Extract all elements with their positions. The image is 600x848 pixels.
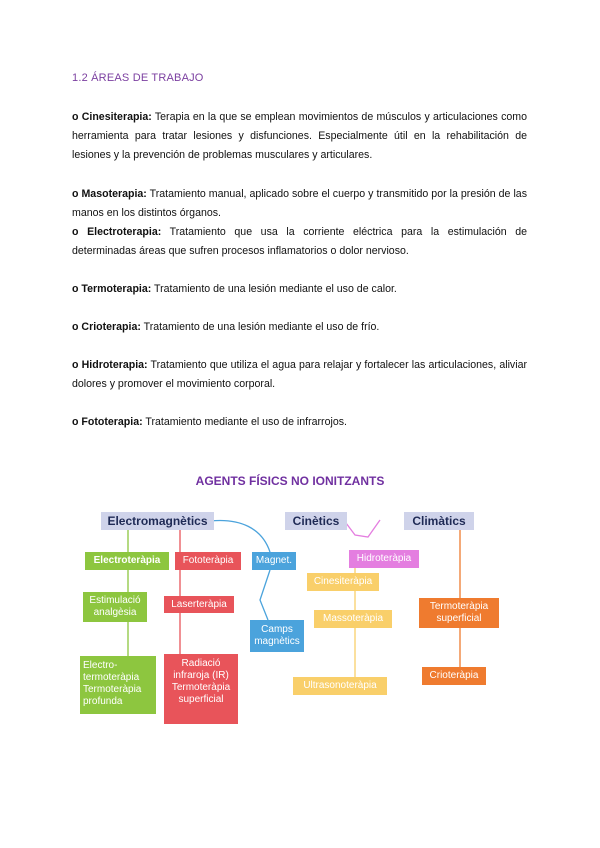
- header-cinetics: Cinètics: [285, 512, 347, 530]
- section-heading: 1.2 ÁREAS DE TRABAJO: [72, 72, 204, 84]
- definition: Tratamiento mediante el uso de infrarrojos.: [142, 416, 347, 428]
- node-crioterapia: Crioteràpia: [422, 667, 486, 685]
- header-climatics: Climàtics: [404, 512, 474, 530]
- node-camps: Camps magnètics: [250, 620, 304, 652]
- term: o Hidroterapia:: [72, 359, 148, 371]
- term: o Electroterapia:: [72, 226, 162, 238]
- node-termoterapia-superficial: Termoteràpia superficial: [419, 598, 499, 628]
- definition: Tratamiento que usa la corriente eléctrica para la estimulación de determinadas áreas que sufren procesos inflamatorios o dolor nervioso.: [72, 226, 527, 258]
- node-magnet: Magnet.: [252, 552, 296, 570]
- node-laserterapia: Laserteràpia: [164, 596, 234, 613]
- header-electromagnetics: Electromagnètics: [101, 512, 214, 530]
- term: o Fototerapia:: [72, 416, 143, 428]
- node-fototerapia: Fototeràpia: [175, 552, 241, 570]
- node-estimulacio: Estimulació analgèsia: [83, 592, 147, 622]
- definition: Tratamiento manual, aplicado sobre el cuerpo y transmitido por la presión de las manos en los distintos órganos.: [72, 188, 527, 220]
- term: o Cinesiterapia:: [72, 111, 152, 123]
- node-radiacio: Radiació infraroja (IR) Termoteràpia superficial: [164, 654, 238, 724]
- term: o Termoterapia:: [72, 283, 152, 295]
- node-electroterapia: Electroteràpia: [85, 552, 169, 570]
- definition: Tratamiento que utiliza el agua para relajar y fortalecer las articulaciones, aliviar dolores y promover el movimiento corporal.: [72, 359, 527, 391]
- node-cinesiterapia: Cinesiteràpia: [307, 573, 379, 591]
- connector-magnet-camps: [260, 570, 270, 620]
- node-massoterapia: Massoteràpia: [314, 610, 392, 628]
- term: o Masoterapia:: [72, 188, 147, 200]
- diagram-title: AGENTS FÍSICS NO IONITZANTS: [195, 474, 385, 488]
- connector-electro-magnet: [210, 520, 270, 552]
- node-electrotermo: Electro-termoteràpia Termoteràpia profunda: [80, 656, 156, 714]
- node-ultrasonoterapia: Ultrasonoteràpia: [293, 677, 387, 695]
- node-hidroterapia: Hidroteràpia: [349, 550, 419, 568]
- definition: Tratamiento de una lesión mediante el uso de calor.: [151, 283, 397, 295]
- connector-cinetics-hidro: [346, 520, 380, 537]
- definition: Terapia en la que se emplean movimientos de músculos y articulaciones como herramienta para tratar lesiones y disfunciones. Especialmente útil en la rehabilitación de lesiones y la prevención de problemas musculares y articulares.: [72, 111, 527, 162]
- definition: Tratamiento de una lesión mediante el uso de frío.: [140, 321, 380, 333]
- term: o Crioterapia:: [72, 321, 141, 333]
